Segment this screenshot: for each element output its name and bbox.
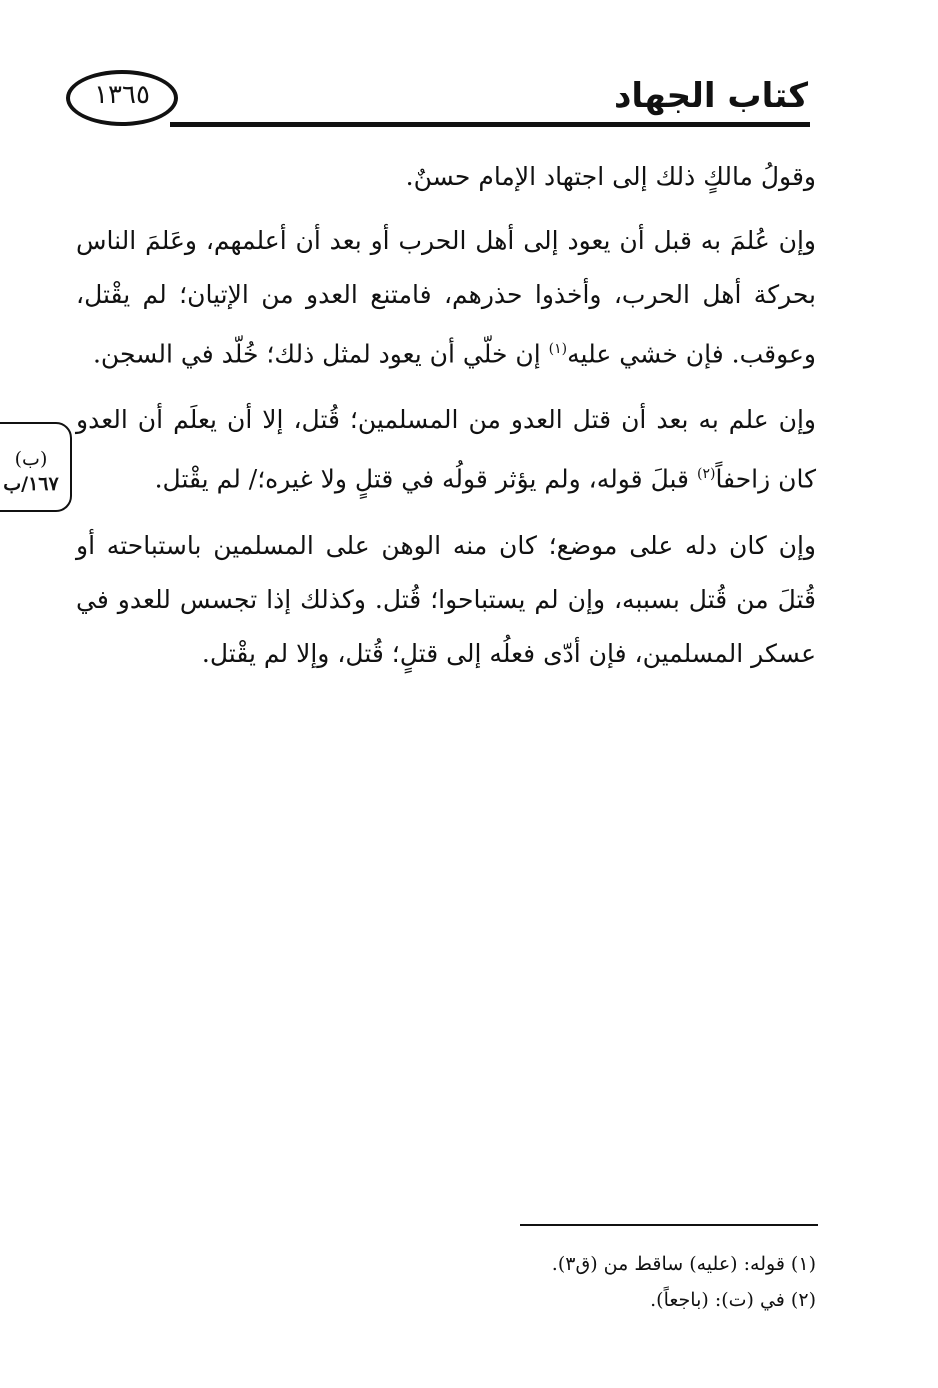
paragraph-text-cont: إن خلّي أن يعود لمثل ذلك؛ خُلّد في السجن. — [92, 339, 549, 369]
footnote-ref-1: (١) — [548, 341, 568, 357]
main-text — [76, 150, 816, 693]
paragraph-text: وقولُ مالكٍ ذلك إلى اجتهاد الإمام حسنٌ. — [405, 162, 816, 191]
footnote-1: (١) قوله: (عليه) ساقط من (ق٣). — [551, 1253, 816, 1275]
header-rule — [170, 122, 810, 127]
footnote-ref-2: (٢) — [696, 466, 716, 483]
footnotes — [552, 1246, 816, 1318]
paragraph-2 — [76, 214, 816, 381]
paragraph-1 — [76, 150, 816, 204]
paragraph-text: وإن عُلمَ به قبل أن يعود إلى أهل الحرب أو بعد أن أعلمهم، وعَلمَ الناس بحركة أهل الحرب، وأخذوا حذرهم، فامتنع العدو من الإتيان؛ لم يقْتل، وعوقب. فإن خشي عليه — [76, 226, 816, 369]
paragraph-text: وإن كان دله على موضع؛ كان منه الوهن على المسلمين باستباحته أو قُتلَ من قُتل بسببه، وإن لم يستباحوا؛ قُتل. وكذلك إذا تجسس للعدو في عسكر المسلمين، فإن أدّى فعلُه إلى قتلٍ؛ قُتل، وإلا لم يقْتل. — [76, 530, 816, 668]
paragraph-text-cont: قبلَ قوله، ولم يؤثر قولُه في قتلٍ ولا غيره؛/ لم يقْتل. — [154, 464, 697, 494]
footnote-rule — [520, 1224, 818, 1226]
paragraph-4 — [76, 519, 816, 681]
footnote-2: (٢) في (ت): (باجعاً). — [650, 1289, 816, 1311]
page-number: ١٣٦٥ — [94, 80, 150, 110]
paragraph-3 — [76, 393, 816, 506]
margin-note-line1: (ب) — [14, 448, 48, 470]
book-title: كتاب الجهاد — [613, 76, 808, 116]
margin-note-line2: ١٦٧/ب — [3, 473, 59, 495]
paragraph-text: وإن علم به بعد أن قتل العدو من المسلمين؛ قُتل، إلا أن يعلَم أن العدو كان زاحفاً — [76, 405, 816, 494]
